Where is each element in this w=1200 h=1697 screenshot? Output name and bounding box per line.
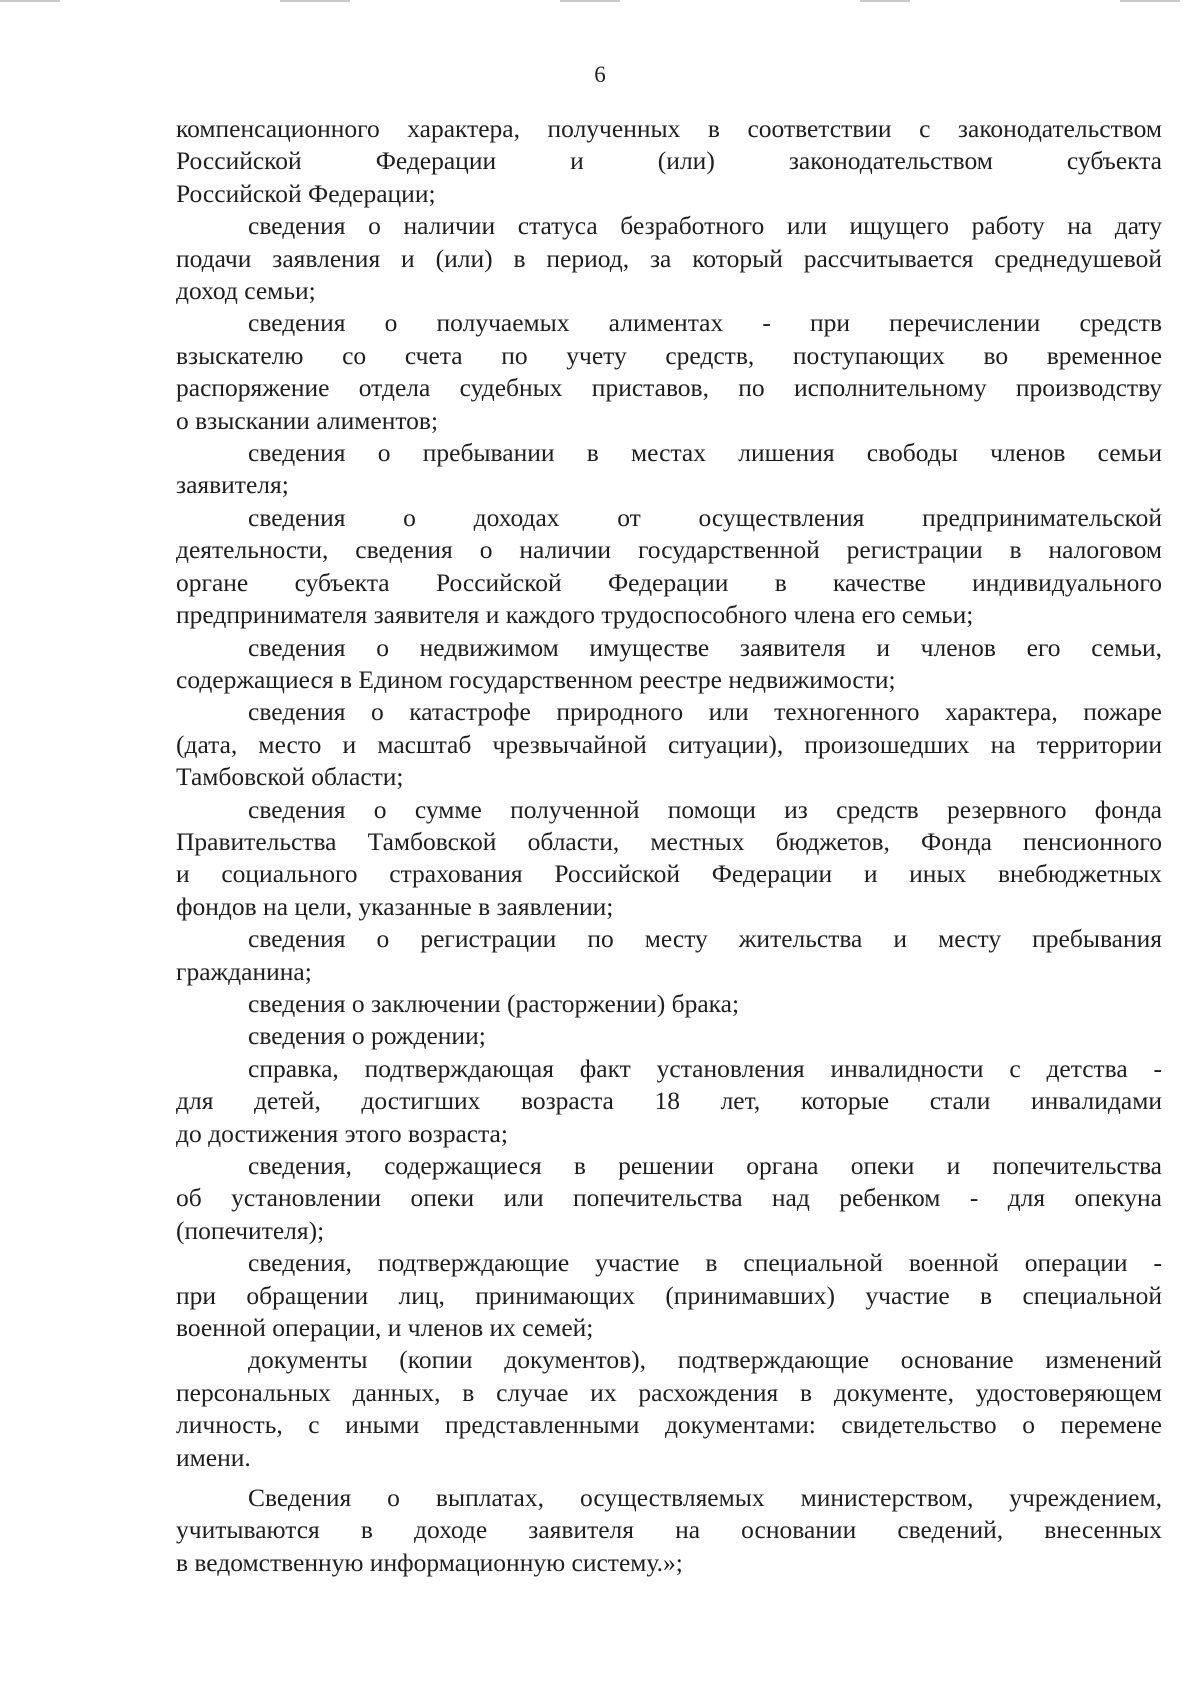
paragraph (176, 1344, 1162, 1474)
text-line: Правительства Тамбовской области, местных бюджетов, Фонда пенсионного (176, 826, 1162, 856)
text-line: имени. (176, 1442, 251, 1472)
text-line: Российской Федерации; (176, 178, 436, 208)
paragraph (176, 1482, 1162, 1579)
text-line: и социального страхования Российской Федерации и иных внебюджетных (176, 859, 1162, 889)
text-line: компенсационного характера, полученных в соответствии с законодательством (176, 114, 1162, 143)
text-line: об установлении опеки или попечительства над ребенком - для опекуна (176, 1183, 1162, 1213)
text-line: Российской Федерации и (или) законодательством субъекта (176, 146, 1162, 176)
text-line: документы (копии документов), подтверждающие основание изменений (248, 1345, 1162, 1375)
text-line: сведения о регистрации по месту жительства и месту пребывания (248, 924, 1162, 954)
text-line: органе субъекта Российской Федерации в качестве индивидуального (176, 567, 1162, 597)
paragraph (176, 307, 1162, 437)
paragraph (176, 1020, 1162, 1052)
paragraph (176, 632, 1162, 697)
text-line: содержащиеся в Едином государственном реестре недвижимости; (176, 664, 896, 694)
text-line: сведения, подтверждающие участие в специальной военной операции - (248, 1248, 1162, 1278)
text-line: при обращении лиц, принимающих (принимавших) участие в специальной (176, 1280, 1162, 1310)
page-number: 6 (594, 62, 606, 87)
text-line: сведения о доходах от осуществления предпринимательской (248, 502, 1162, 532)
text-line: сведения о получаемых алиментах - при перечислении средств (248, 308, 1162, 338)
text-line: личность, с иными представленными документами: свидетельство о перемене (176, 1410, 1162, 1440)
text-line: подачи заявления и (или) в период, за который рассчитывается среднедушевой (176, 243, 1162, 273)
scan-artifact (860, 0, 910, 2)
text-line: в ведомственную информационную систему.»; (176, 1547, 683, 1577)
scan-artifact (280, 0, 350, 2)
text-line: военной операции, и членов их семей; (176, 1313, 594, 1343)
paragraph (176, 1150, 1162, 1247)
text-line: сведения о заключении (расторжении) брака; (248, 988, 740, 1018)
text-line: сведения о пребывании в местах лишения свободы членов семьи (248, 438, 1162, 468)
text-line: (попечителя); (176, 1215, 325, 1245)
paragraph (176, 1247, 1162, 1344)
text-line: гражданина; (176, 956, 312, 986)
text-line: Сведения о выплатах, осуществляемых министерством, учреждением, (248, 1483, 1162, 1513)
text-line: персональных данных, в случае их расхождения в документе, удостоверяющем (176, 1377, 1162, 1407)
paragraph (176, 696, 1162, 793)
paragraph (176, 437, 1162, 502)
document-body (176, 113, 1162, 1579)
paragraph (176, 1053, 1162, 1150)
text-line: предпринимателя заявителя и каждого трудоспособного члена его семьи; (176, 600, 974, 630)
text-line: учитываются в доходе заявителя на основании сведений, внесенных (176, 1515, 1162, 1545)
text-line: сведения, содержащиеся в решении органа опеки и попечительства (248, 1151, 1162, 1180)
paragraph (176, 113, 1162, 210)
text-line: фондов на цели, указанные в заявлении; (176, 891, 614, 921)
text-line: распоряжение отдела судебных приставов, по исполнительному производству (176, 373, 1162, 403)
text-line: заявителя; (176, 470, 289, 500)
paragraph (176, 923, 1162, 988)
text-line: доход семьи; (176, 276, 316, 306)
text-line: сведения о катастрофе природного или техногенного характера, пожаре (248, 697, 1162, 727)
scan-artifact (0, 0, 60, 2)
text-line: о взыскании алиментов; (176, 405, 439, 435)
text-line: сведения о рождении; (248, 1021, 486, 1051)
text-line: сведения о недвижимом имуществе заявителя и членов его семьи, (248, 632, 1162, 662)
paragraph (176, 988, 1162, 1020)
text-line: деятельности, сведения о наличии государственной регистрации в налоговом (176, 535, 1162, 565)
text-line: сведения о сумме полученной помощи из средств резервного фонда (248, 794, 1162, 824)
paragraph (176, 794, 1162, 924)
text-line: сведения о наличии статуса безработного или ищущего работу на дату (248, 211, 1162, 241)
scan-artifact (560, 0, 620, 2)
scan-artifact (1120, 0, 1180, 2)
text-line: справка, подтверждающая факт установления инвалидности с детства - (248, 1053, 1162, 1083)
text-line: взыскателю со счета по учету средств, поступающих во временное (176, 340, 1162, 370)
paragraph (176, 210, 1162, 307)
text-line: (дата, место и масштаб чрезвычайной ситуации), произошедших на территории (176, 729, 1162, 759)
text-line: до достижения этого возраста; (176, 1118, 508, 1148)
text-line: для детей, достигших возраста 18 лет, которые стали инвалидами (176, 1086, 1162, 1116)
text-line: Тамбовской области; (176, 762, 404, 792)
paragraph (176, 502, 1162, 632)
